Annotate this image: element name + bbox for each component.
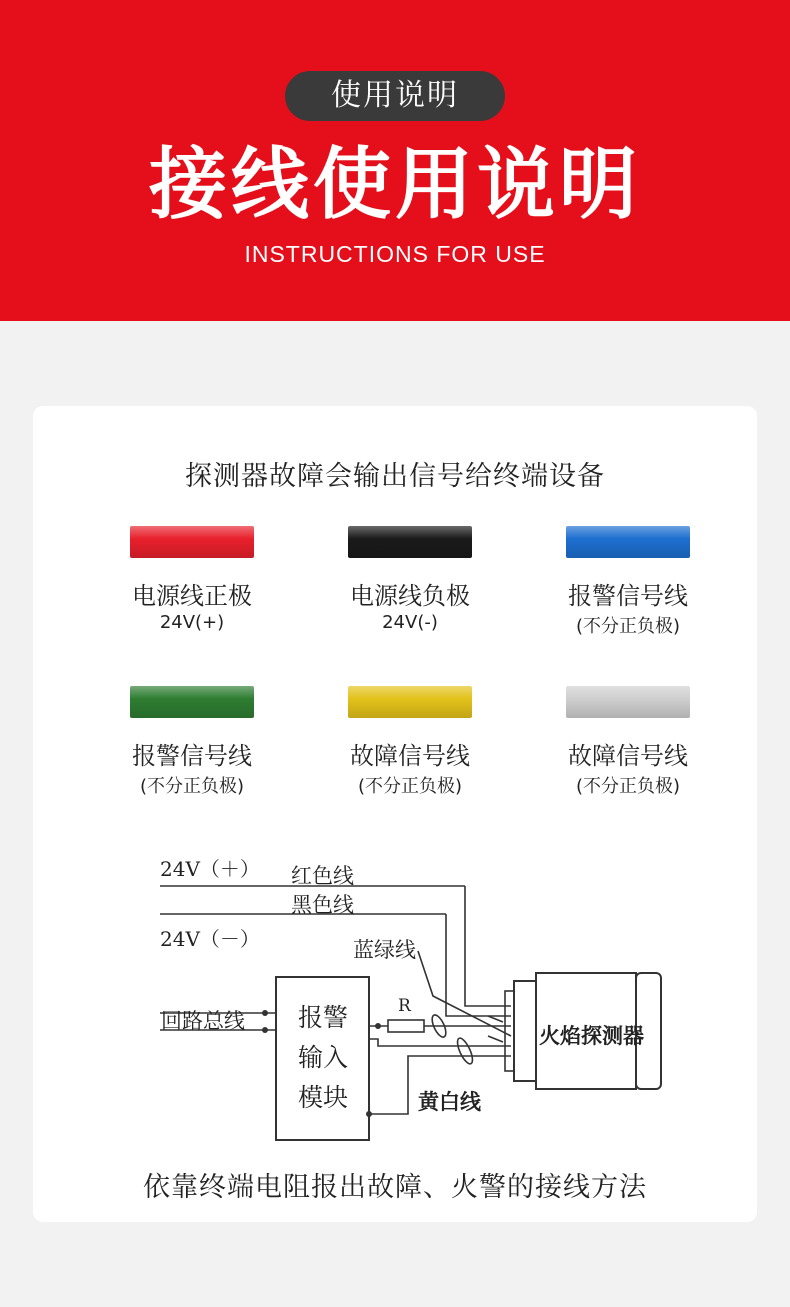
diagram-caption: 依靠终端电阻报出故障、火警的接线方法 [143,1172,647,1203]
module-return-wire [369,1039,511,1046]
wire-note: (不分正负极) [575,776,681,797]
label-24v-plus: 24V（＋） [160,857,260,881]
wire-name: 报警信号线 [568,582,688,610]
label-24v-minus: 24V（－） [160,927,260,951]
terminal-tick-2 [488,1036,503,1042]
label-resistor: R [398,996,411,1016]
wire-note: (不分正负极) [357,776,463,797]
wiring-diagram [33,406,757,1146]
wire-name: 报警信号线 [132,742,252,770]
label-blue-green-wire: 蓝绿线 [353,938,416,962]
usage-pill: 使用说明 [285,71,505,121]
node-dot [262,1027,268,1033]
terminal-tick-1 [488,1016,503,1022]
page-title: 接线使用说明 [148,140,641,230]
card-heading: 探测器故障会输出信号给终端设备 [185,461,605,492]
red-wire [465,886,511,1006]
label-black-wire: 黑色线 [291,893,354,917]
detector-neck [514,981,536,1081]
wire-note: (不分正负极) [575,616,681,637]
wire-name: 故障信号线 [350,742,470,770]
detector-connector [505,991,514,1071]
wire-note: 24V(-) [382,612,438,633]
detector-label: 火焰探测器 [539,1023,644,1048]
instruction-card [33,406,757,1222]
yellow-white-ellipse [455,1036,476,1066]
label-red-wire: 红色线 [291,864,354,888]
label-yellow-white-wire: 黄白线 [418,1089,481,1114]
module-text-line-3: 模块 [298,1083,349,1112]
wire-note: 24V(+) [159,612,225,633]
page-subtitle: INSTRUCTIONS FOR USE [244,241,546,267]
wire-name: 电源线负极 [350,582,470,610]
wire-note: (不分正负极) [139,776,245,797]
resistor [388,1020,424,1032]
node-dot [262,1010,268,1016]
wire-name: 故障信号线 [568,742,688,770]
black-wire [446,914,511,1016]
module-text-line-1: 报警 [298,1003,349,1032]
node-dot [366,1111,372,1117]
header-banner [0,0,790,321]
label-loop-bus: 回路总线 [161,1009,245,1033]
wire-name: 电源线正极 [132,582,252,610]
node-dot [375,1023,381,1029]
module-text-line-2: 输入 [298,1043,349,1072]
